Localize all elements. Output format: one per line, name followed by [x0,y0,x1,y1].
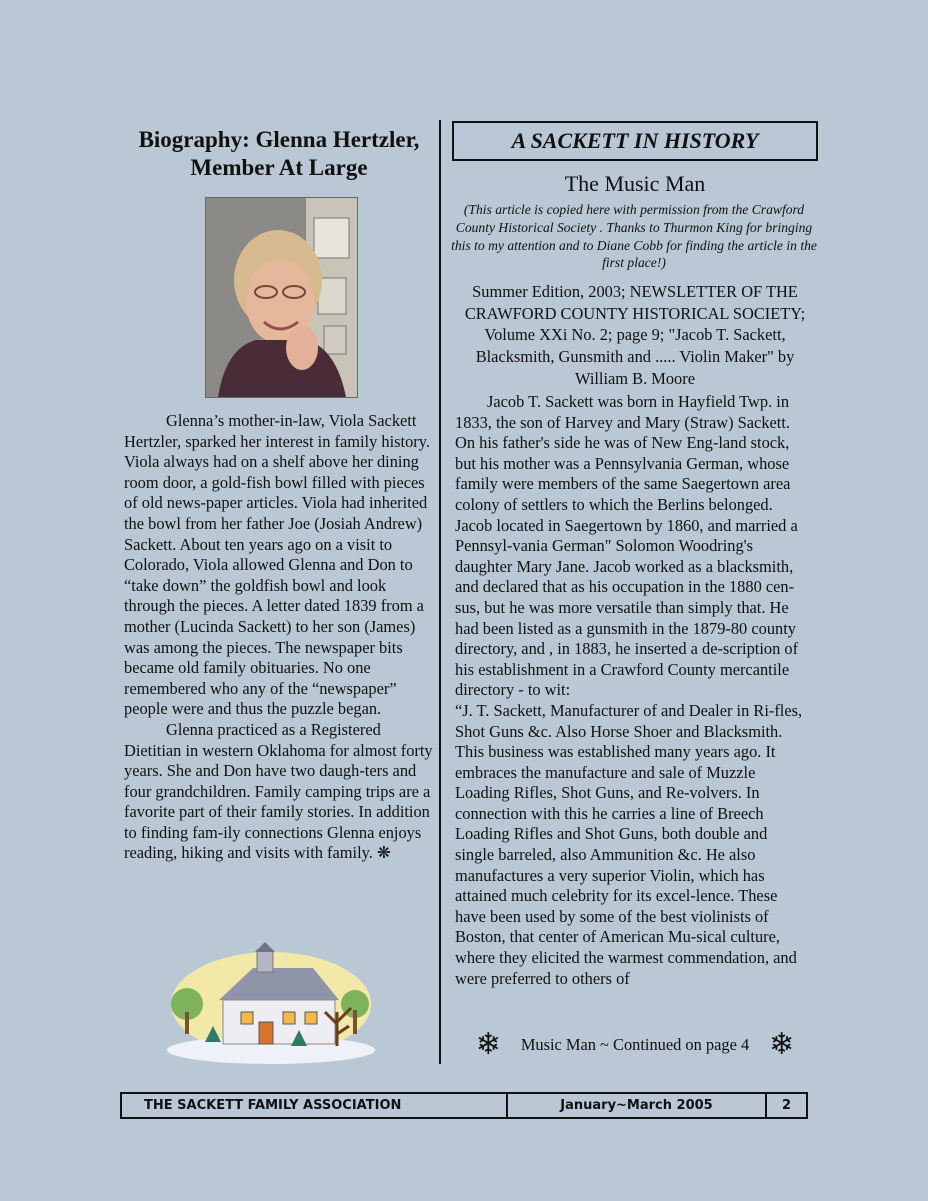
article-title: The Music Man [564,171,706,196]
footer-organization: THE SACKETT FAMILY ASSOCIATION [122,1094,508,1117]
continued-notice [460,1028,810,1062]
biography-text [124,411,436,864]
footer-bar [120,1092,808,1119]
end-mark-icon: ❋ [376,843,391,863]
article-source: Summer Edition, 2003; NEWSLETTER OF THE CRAWFORD COUNTY HISTORICAL SOCIETY; Volume XXi No. 2; page 9; "Jacob T. Sackett, Blacksmith, Gunsmith and ..... Violin Maker" by William B. Moore [464,282,806,388]
portrait-photo [205,197,358,398]
permission-note: (This article is copied here with permission from the Crawford County Historical Society . Thanks to Thurmon King for bringing this to my attention and to Diane Cobb for finding the article in the first place!) [451,202,817,271]
section-title: A SACKETT IN HISTORY [511,128,759,153]
footer-date: January~March 2005 [508,1094,767,1117]
snowy-house-illustration [163,942,378,1064]
article-body-text [455,392,809,989]
snowflake-icon: ❄ [769,1028,795,1061]
article-body-paragraph: Jacob T. Sackett was born in Hayfield Twp. in 1833, the son of Harvey and Mary (Straw) Sackett. On his father's side he was of New Eng-land stock, but his mother was a Pennsylvania German, whose family were members of the same Saegertown area colony of settlers to which the Berlins belonged. Jacob located in Saegertown by 1860, and married a Pennsyl-vania German" Solomon Woodring's daughter Mary Jane. Jacob worked as a blacksmith, and declared that as his occupation in the 1880 cen-sus, but he was more versatile than simply that. He had been listed as a gunsmith in the 1879-80 county directory, and , in 1883, he inserted a de-scription of his establishment in a Crawford County mercantile directory - to wit: [455,392,799,700]
article-body [455,392,809,989]
biography-title: Biography: Glenna Hertzler, Member At Large [138,127,420,180]
footer-page-number: 2 [781,1098,792,1113]
article-body-paragraph: “J. T. Sackett, Manufacturer of and Dealer in Ri-fles, Shot Guns &c. Also Horse Shoer and Blacksmith. This business was established many years ago. It embraces the manufacture and sale of Muzzle Loading Rifles, Shot Guns, and Re-volvers. In connection with this he carries a line of Breech Loading Rifles and Shot Guns, both double and single barreled, also Ammunition &c. He also manufactures a very superior Violin, which has attained much celebrity for its excel-lence. These have been used by some of the best violinists of Boston, that center of American Mu-sical culture, where they elicited the warmest commendation, and were preferred to others of [455,700,803,988]
column-divider [439,120,441,1064]
biography-paragraph-2-text: Glenna practiced as a Registered Dietitian in western Oklahoma for almost forty years. She and Don have two daugh-ters and four grandchildren. Family camping trips are a favorite part of their family stories. In addition to finding fam-ily connections Glenna enjoys reading, hiking and visits with family. [124,719,433,863]
portrait-illustration [206,198,357,397]
snowflake-icon: ❄ [475,1028,501,1061]
biography-paragraph-2 [124,720,436,864]
continued-text: Music Man ~ Continued on page 4 [520,1035,750,1054]
house-clipart [163,942,378,1064]
section-title-box [452,121,818,161]
biography-paragraph-1: Glenna’s mother-in-law, Viola Sackett Hertzler, sparked her interest in family history. Viola always had on a shelf above her dining room door, a gold-fish bowl filled with pieces of old news-paper articles. Viola had inherited the bowl from her father Joe (Josiah Andrew) Sackett. About ten years ago on a visit to Colorado, Viola allowed Glenna and Don to “take down” the goldfish bowl and look through the pieces. A letter dated 1839 from a mother (Lucinda Sackett) to her son (James) was among the pieces. The newspaper bits became old family obituaries. No one remembered who any of the “newspaper” people were and thus the puzzle began. [124,411,430,719]
